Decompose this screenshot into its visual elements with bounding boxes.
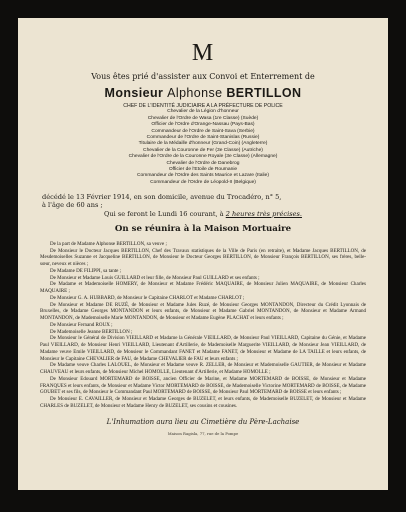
honor-line: Commandeur de l'Ordre de Saint-Sava (Serbie)	[151, 128, 255, 134]
honor-line: Officier de l'Ordre d'Orange-Nassau (Pays-Bas)	[151, 122, 255, 128]
family-paragraph: De Madame et Mademoiselle HOMERY, de Monsieur et Madame Frédéric MAQUAIRE, de Monsieur Julien MAQUAIRE, de Monsieur Charles MAQUAIRE ;	[40, 281, 366, 295]
family-paragraph: De la part de Madame Alphonse BERTILLON, sa veuve ;	[50, 240, 167, 247]
service-time-prefix: Qui se feront le Lundi 16 courant, à	[104, 209, 224, 218]
printer-credit: Maison Ragisla, 77, rue de la Pompe	[167, 430, 239, 436]
family-paragraph: De Madame veuve Charles LALOUEL, de Monsieur et Madame veuve R. ZELLER, de Monsieur et Mademoiselle GAUTIER, de Monsieur et Madame CHAUVEAU et leurs enfants, de Monsieur Michel HOMOLLE, Lieutenant d'Artillerie, et Madame HOMOLLE ;	[40, 362, 366, 376]
deceased-prefix: Monsieur	[104, 86, 164, 100]
honor-line: Chevalier de la Couronne de Fer (3e Classe) (Autriche)	[143, 147, 263, 153]
burial-notice: L'Inhumation aura lieu au Cimetière du Père-Lachaise	[106, 417, 300, 426]
initial-letter: M	[191, 40, 215, 66]
family-paragraph: De Madame DE FILIPPI, sa tante ;	[50, 267, 122, 274]
deceased-last-name: BERTILLON	[226, 86, 302, 100]
family-paragraph: De Mademoiselle Jeanne BERTILLON ;	[50, 328, 133, 335]
honor-line: Chevalier de l'Ordre de Danebrog	[166, 160, 240, 166]
death-age: à l'âge de 60 ans ;	[42, 201, 103, 210]
service-time-hour: 2 heures très précises.	[225, 209, 302, 218]
honors-list	[40, 103, 366, 186]
family-paragraph: De Monsieur le Général de Division VIEILLARD et Madame la Générale VIEILLARD, de Monsieur Paul VIEILLARD, Capitaine du Génie, et Madame Paul VIEILLARD, de Monsieur Henri VIEILLARD, Lieutenant d'Artillerie, de Mademoiselle Marguerite VIEILLARD, de Monsieur Jean VIEILLARD, de Madame veuve Emile VIEILLARD, de Monsieur le Commandant FANET et Madame FANET, de Monsieur et Madame de LA TAILLE et leurs enfants, de Monsieur le Capitaine CHEVALIER de FAU, de Madame CHEVALIER de FAU et leurs enfants ;	[40, 335, 366, 362]
family-paragraph: De Monsieur et Madame DE RUZÉ, de Monsieur et Madame Jules Ruzé, de Monsieur Georges MONTANDON, Directeur du Crédit Lyonnais de Bruxelles, de Madame Georges MONTANDON et leurs enfants, de Monsieur et Madame Gabriel MONTANDON, de Monsieur et Madame Armand MONTANDON, de Mademoiselle Marie MONTANDON, de Monsieur et Madame Eugène PLACHAT et leurs enfants ;	[40, 301, 366, 322]
honor-line: Officier de l'Etoile de Roumanie	[168, 167, 238, 173]
death-line: décédé le 13 Février 1914, en son domicile, avenue du Trocadéro, n° 5,	[42, 193, 282, 202]
family-paragraph: De Monsieur Edouard MORTEMARD de BOISSE, ancien Officier de Marine, et Madame MORTEMARD de BOISSE, de Monsieur et Madame FRANQUES et leurs enfants, de Monsieur et Madame Victor MORTEMARD de BOISSE, de Mademoiselle Victorine MORTEMARD de BOISSE, de Madame GOUBET et ses fils, de Monsieur le Commandant Paul MORTEMARD de BOISSE, de Monsieur Paul MORTEMARD de BOISSE et leurs enfants ;	[40, 375, 366, 396]
service-time	[42, 210, 364, 218]
deceased-first-name: Alphonse	[167, 86, 223, 100]
invitation-line: Vous êtes prié d'assister aux Convoi et Enterrement de	[91, 72, 315, 81]
family-paragraph: De Monsieur le Docteur Jacques BERTILLON, Chef des Travaux statistiques de la Ville de Paris (en retraite), et Madame Jacques BERTILLON, de Mesdemoiselles Suzanne et Jacqueline BERTILLON, de Monsieur le Docteur Georges BERTILLON, de Monsieur François BERTILLON, ses frères, belle-sœur, neveux et nièces ;	[40, 247, 366, 268]
family-paragraph: De Monsieur E. CAVAILLER, de Monsieur et Madame Georges de BUZELET, et leurs enfants, de Mademoiselle BUZELET, de Monsieur et Madame CHARLES de BUZELET, de Monsieur et Madame Henry de BUZELET, ses cousins et cousines.	[40, 396, 366, 409]
honor-line: Chevalier de la Légion d'honneur	[167, 109, 239, 115]
announcement-paper	[18, 18, 388, 490]
honor-line: Commandeur de l'Ordre des Saints Maurice et Lazare (Italie)	[137, 173, 269, 179]
family-paragraph: De Monsieur et Madame Louis GUILLARD et leur fille, de Monsieur Paul GUILLARD et ses enfants ;	[50, 274, 260, 281]
gathering-place: On se réunira à la Maison Mortuaire	[114, 223, 292, 234]
family-paragraph: De Monsieur G. A. HUBBARD, de Monsieur le Capitaine CHARLOT et Madame CHARLOT ;	[50, 294, 245, 301]
family-paragraph: De Monsieur Fernand ROUX ;	[50, 321, 113, 328]
honor-line: Commandeur de l'Ordre de Saint-Stanislas (Russie)	[146, 135, 260, 141]
family-list	[40, 241, 366, 410]
honor-line: Chevalier de l'Ordre de la Couronne Royale (3e Classe) (Allemagne)	[128, 154, 278, 160]
deceased-name	[40, 86, 366, 101]
honor-line: Titulaire de la Médaille d'honneur (Grand-Coin) (Angleterre)	[138, 141, 268, 147]
honor-line: Commandeur de l'Ordre de Léopold-II (Belgique)	[150, 179, 256, 185]
honor-line: CHEF DE L'IDENTITÉ JUDICIAIRE A LA PRÉFECTURE DE POLICE	[123, 103, 283, 109]
honor-line: Chevalier de l'Ordre de Wasa (1re Classe) (Suède)	[147, 115, 259, 121]
death-notice	[40, 193, 366, 218]
